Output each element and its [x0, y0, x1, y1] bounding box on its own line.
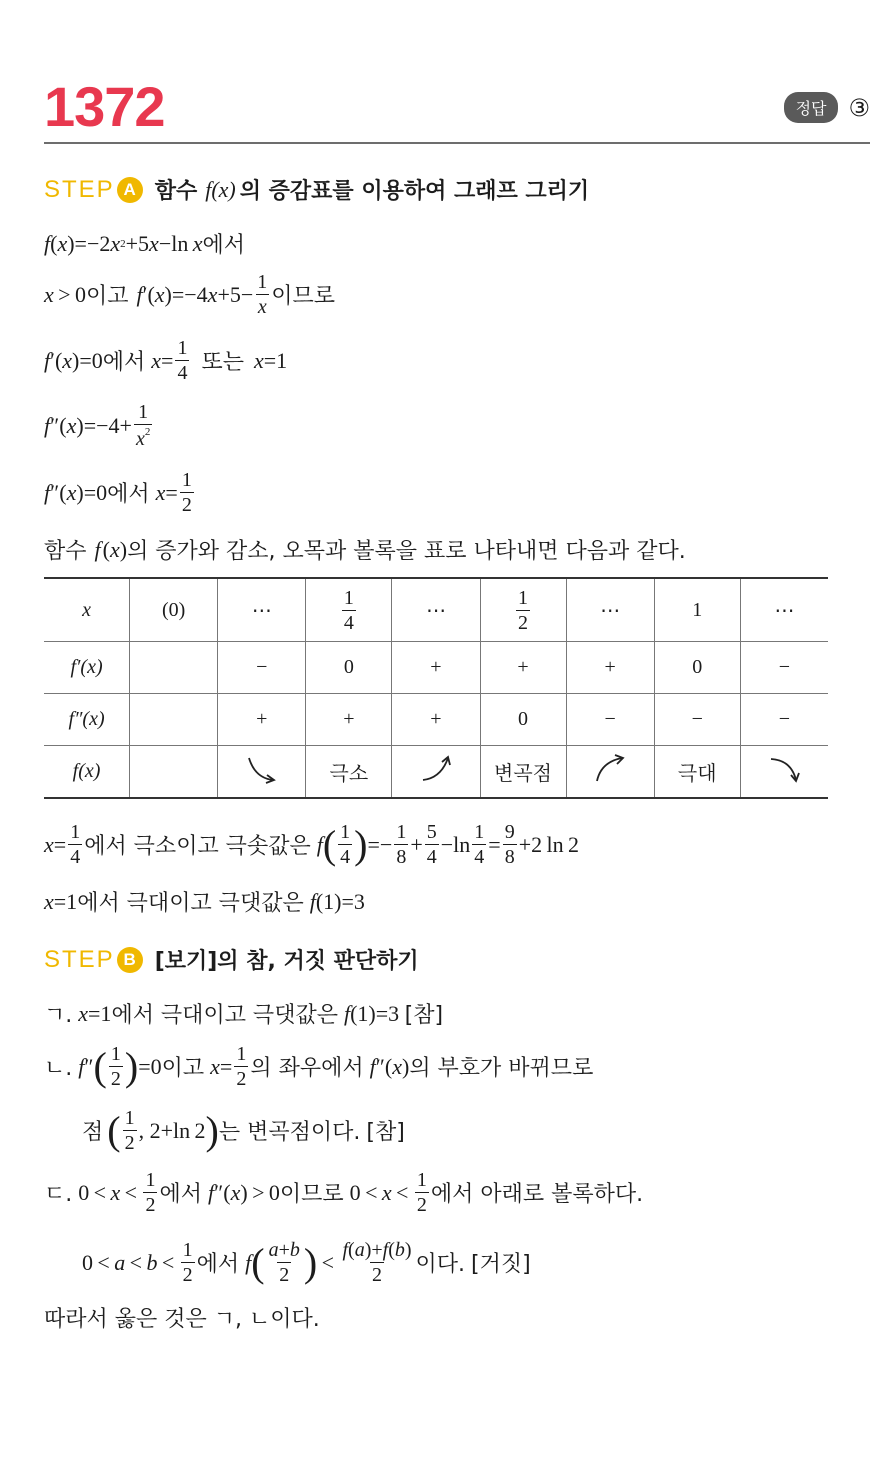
maximum-text: 에서 극대이고 극댓값은 [111, 1003, 338, 1028]
cell: ⋯ [740, 578, 828, 642]
cell-maximum: 극대 [654, 746, 740, 799]
true-tag: [참] [404, 1003, 444, 1028]
cell: ⋯ [218, 578, 306, 642]
korean-eseo: 에서 [202, 233, 246, 258]
row-head-fdoubleprime: f″(x) [44, 694, 130, 746]
choice-digeut: ㄷ. 0 < x < $\frac{1}{2}$ 에서 f ″( x ) > 0 이므로 0 < x < $\frac{1}{2}$ 에서 아래로 볼록하다. [44, 1169, 644, 1216]
cell: − [566, 694, 654, 746]
row-head-f: f(x) [44, 746, 130, 799]
cell: − [740, 642, 828, 694]
cell: ⋯ [566, 578, 654, 642]
derivation-line-3: f ′( x )=0 에서 x = $\frac{1}{4}$ 또는 x =1 [44, 337, 288, 384]
derivation-line-2: x > 0 이고 f ′( x )=−4 x +5− $\frac{1}{x}$ 이므로 [44, 271, 336, 318]
choice-label: ㄷ. [44, 1182, 73, 1207]
step-letter-badge: B [117, 947, 143, 973]
cell: 0 [480, 694, 566, 746]
korean-hamsu: 함수 [44, 539, 87, 564]
step-a-heading [44, 174, 589, 205]
cell [566, 746, 654, 799]
cell [392, 746, 480, 799]
korean-ui-sign: 의 부호가 바뀌므로 [409, 1056, 594, 1081]
step-title-prefix: 함수 [154, 179, 198, 204]
derivation-line-5: f ″( x )=0 에서 x = $\frac{1}{2}$ [44, 469, 192, 516]
increase-decrease-table [44, 577, 828, 799]
korean-imeuro: 이므로 [279, 1182, 344, 1207]
problem-number: 1372 [44, 75, 165, 138]
step-word: STEP [44, 175, 115, 203]
concave-text: 에서 아래로 볼록하다. [430, 1182, 644, 1207]
true-tag: [참] [366, 1120, 405, 1145]
korean-eseo: 에서 [196, 1252, 240, 1277]
minimum-line: x = $\frac{1}{4}$ 에서 극소이고 극솟값은 f ( $\frac{1}{4}$ ) =− $\frac{1}{8}$ + $\frac{5}{4}$ −ln $\frac{1}{4}$ = $\frac{9}{8}$ +2 ln 2 [44, 821, 580, 868]
row-head-x: x [44, 578, 130, 642]
choice-nieun-cont: 점 ( $\frac{1}{2}$ , 2+ln 2 ) 는 변곡점이다. [참] [82, 1107, 405, 1154]
cell-minimum: 극소 [306, 746, 392, 799]
step-title-math: f(x) [205, 176, 236, 202]
minimum-text: 에서 극소이고 극솟값은 [84, 834, 311, 859]
step-title: 의 증감표를 이용하여 그래프 그리기 [239, 179, 590, 204]
false-tag: [거짓] [471, 1252, 531, 1277]
cell [130, 746, 218, 799]
answer-value: ③ [848, 93, 870, 122]
korean-eseo: 에서 [107, 482, 150, 507]
table-row-x [44, 578, 828, 642]
cell: + [566, 642, 654, 694]
table-row-f [44, 746, 828, 799]
table-row-fprime [44, 642, 828, 694]
korean-jeom: 점 [82, 1120, 104, 1145]
header-divider [44, 142, 870, 144]
maximum-text: 에서 극대이고 극댓값은 [77, 891, 304, 916]
cell: ⋯ [392, 578, 480, 642]
korean-igo: 이고 [85, 284, 129, 309]
table-intro-text: 의 증가와 감소, 오목과 볼록을 표로 나타내면 다음과 같다. [127, 539, 686, 564]
cell: + [392, 642, 480, 694]
conclusion-text: 따라서 옳은 것은 ㄱ, ㄴ이다. [44, 1307, 320, 1332]
choice-nieun: ㄴ. f ″ ( $\frac{1}{2}$ ) =0 이고 x = $\frac{1}{2}$ 의 좌우에서 f ″( x ) 의 부호가 바뀌므로 [44, 1043, 594, 1090]
cell: + [306, 694, 392, 746]
table-row-fdoubleprime [44, 694, 828, 746]
choice-giyeok: ㄱ. x =1 에서 극대이고 극댓값은 f (1)=3 [참] [44, 998, 443, 1029]
step-letter-badge: A [117, 177, 143, 203]
cell: (0) [130, 578, 218, 642]
cell [740, 746, 828, 799]
step-b-heading [44, 944, 419, 975]
inflection-text: 는 변곡점이다. [218, 1120, 361, 1145]
cell [130, 642, 218, 694]
cell-frac: $\frac{1}{4}$ [306, 578, 392, 642]
cell: − [218, 642, 306, 694]
cell: + [218, 694, 306, 746]
korean-igo: 이고 [161, 1056, 205, 1081]
korean-ttoneun: 또는 [201, 350, 244, 375]
cell [130, 694, 218, 746]
step-word: STEP [44, 945, 115, 973]
cell-frac: $\frac{1}{2}$ [480, 578, 566, 642]
cell: 1 [654, 578, 740, 642]
choice-digeut-cont: 0 < a < b < $\frac{1}{2}$ 에서 f ( $\frac{a+b}{2}$ ) < $\frac{f(a)+f(b)}{2}$ 이다. [거짓] [82, 1239, 531, 1286]
cell: 0 [306, 642, 392, 694]
answer-area [784, 92, 870, 123]
derivation-line-1: f ( x )=−2 x 2 +5 x −ln x 에서 [44, 228, 245, 259]
korean-ui: 의 좌우에서 [250, 1056, 364, 1081]
cell-inflection: 변곡점 [480, 746, 566, 799]
maximum-line: x =1 에서 극대이고 극댓값은 f (1)=3 [44, 886, 365, 917]
cell: − [654, 694, 740, 746]
arrow-down-concave-down-icon [767, 754, 801, 784]
choice-label: ㄱ. [44, 1003, 73, 1028]
korean-eseo: 에서 [159, 1182, 202, 1207]
arrow-up-concave-up-icon [419, 754, 453, 784]
korean-imeuro: 이므로 [271, 284, 336, 309]
arrow-up-concave-down-icon [593, 754, 627, 784]
korean-ida: 이다. [415, 1252, 466, 1277]
step-title: [보기]의 참, 거짓 판단하기 [154, 949, 419, 974]
choice-label: ㄴ. [44, 1056, 73, 1081]
arrow-down-concave-up-icon [245, 754, 279, 784]
cell: 0 [654, 642, 740, 694]
answer-badge: 정답 [784, 92, 839, 123]
table-intro: 함수 f ( x ) 의 증가와 감소, 오목과 볼록을 표로 나타내면 다음과 같다. [44, 534, 686, 565]
korean-eseo: 에서 [102, 350, 146, 375]
cell: − [740, 694, 828, 746]
conclusion [44, 1302, 320, 1333]
cell: + [392, 694, 480, 746]
cell [218, 746, 306, 799]
row-head-fprime: f′(x) [44, 642, 130, 694]
cell: + [480, 642, 566, 694]
derivation-line-4: f ″( x )=−4+ $\frac{1}{x^2}$ [44, 401, 151, 450]
